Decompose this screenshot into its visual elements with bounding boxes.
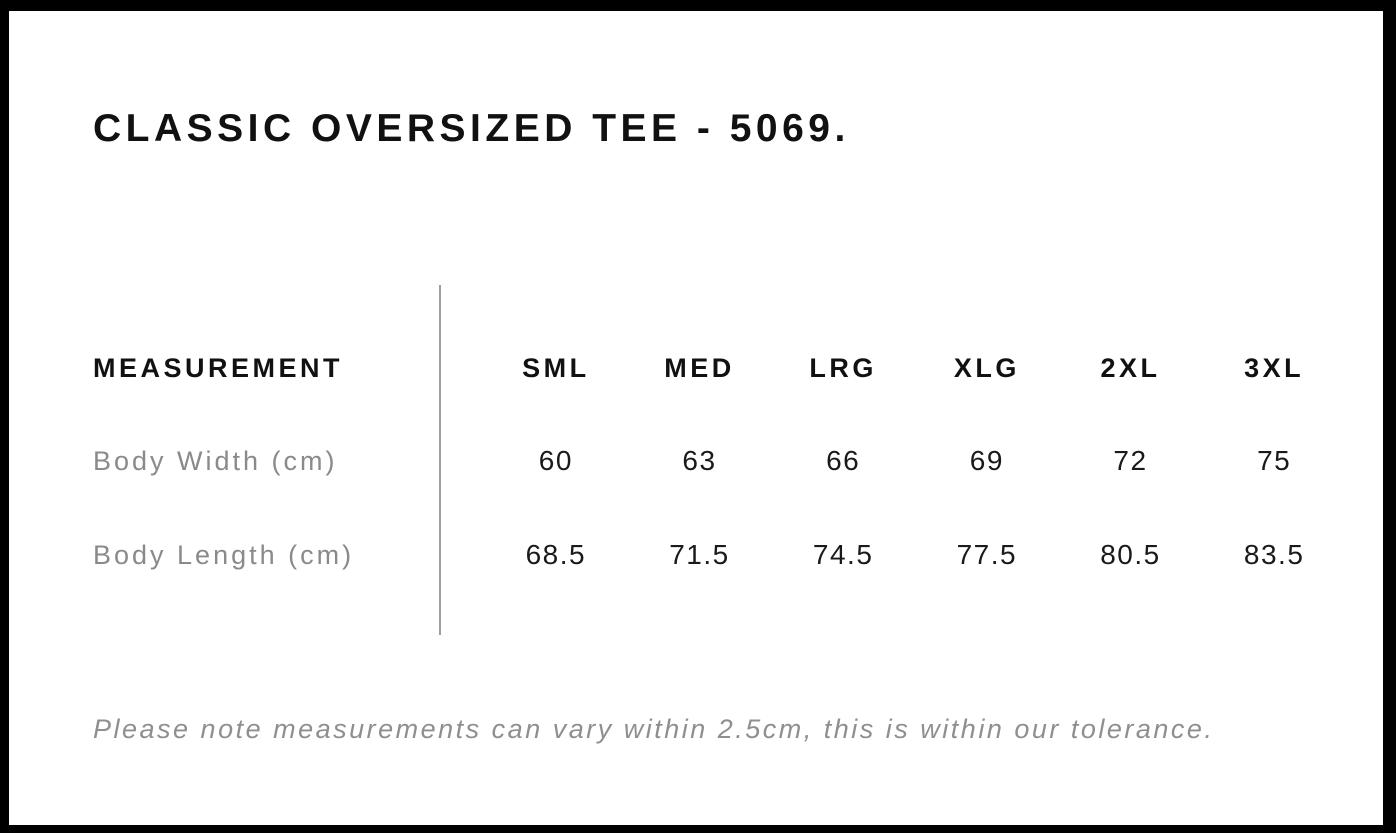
column-header-measurement: MEASUREMENT: [93, 353, 344, 383]
size-header-cells: [484, 352, 1346, 384]
table-row: [9, 445, 1383, 477]
body-length-lrg: 74.5: [812, 539, 874, 570]
table-row: [9, 539, 1383, 571]
body-length-2xl: 80.5: [1100, 539, 1161, 570]
body-length-3xl: 83.5: [1243, 539, 1305, 570]
column-header-lrg: LRG: [809, 353, 877, 383]
body-length-xlg: 77.5: [956, 539, 1018, 570]
column-header-med: MED: [664, 353, 735, 383]
row-label-body-length: Body Length (cm): [93, 540, 355, 570]
column-header-3xl: 3XL: [1244, 353, 1305, 383]
body-length-sml: 68.5: [525, 539, 587, 570]
size-chart-page: [9, 11, 1383, 825]
body-length-cells: [484, 539, 1346, 571]
row-label-body-width: Body Width (cm): [93, 446, 338, 476]
body-width-3xl: 75: [1257, 445, 1292, 476]
column-header-xlg: XLG: [953, 353, 1020, 383]
body-length-med: 71.5: [669, 539, 730, 570]
body-width-med: 63: [682, 445, 717, 476]
tolerance-note: Please note measurements can vary within 2.5cm, this is within our tolerance.: [93, 714, 1215, 744]
column-header-sml: SML: [522, 353, 590, 383]
body-width-2xl: 72: [1113, 445, 1148, 476]
body-width-xlg: 69: [969, 445, 1004, 476]
body-width-lrg: 66: [826, 445, 861, 476]
column-header-2xl: 2XL: [1100, 353, 1161, 383]
body-width-cells: [484, 445, 1346, 477]
table-header-row: [9, 352, 1383, 384]
page-title: CLASSIC OVERSIZED TEE - 5069.: [93, 107, 850, 150]
body-width-sml: 60: [538, 445, 573, 476]
